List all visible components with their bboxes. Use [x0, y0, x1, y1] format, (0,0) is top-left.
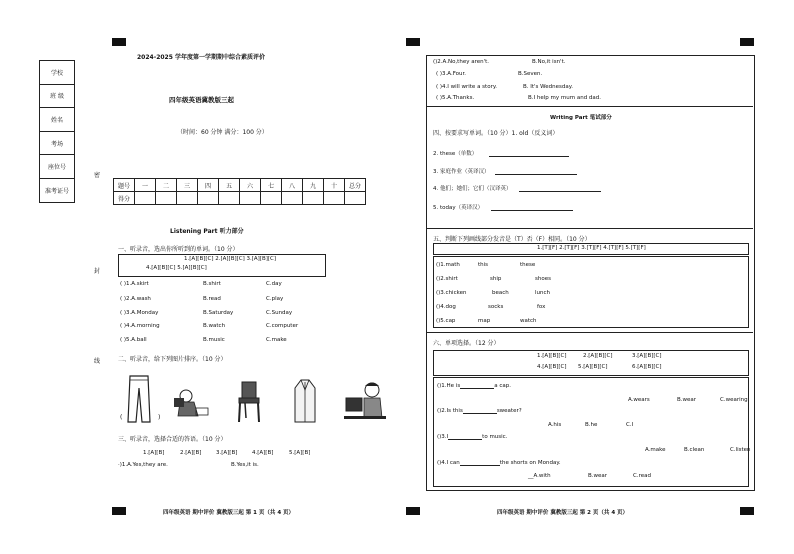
fill-question-text: 2. these（单数） [433, 151, 478, 157]
registration-marker [112, 507, 126, 515]
phonics-word: lunch [535, 290, 551, 296]
option-b: B.Seven. [518, 71, 543, 77]
phonics-word: ship [490, 276, 502, 282]
phonics-word: map [478, 318, 491, 324]
score-cell[interactable] [282, 192, 303, 205]
option-a: __A.with [528, 473, 551, 479]
answer-blank[interactable] [463, 413, 497, 414]
answer-choice[interactable]: 4.[A][B][C] [537, 364, 567, 370]
divider [426, 228, 753, 229]
fill-question-text: 3. 家庭作业（英译汉） [433, 169, 490, 175]
phonics-item: ()5.cap [436, 318, 456, 324]
registration-marker [406, 507, 420, 515]
option-b: B.shirt [203, 281, 221, 287]
margin-char: 封 [94, 268, 101, 275]
registration-marker [112, 38, 126, 46]
option-b: B.clean [684, 447, 705, 453]
side-field-seat[interactable]: 座位号 [40, 155, 74, 179]
score-header-cell: 九 [303, 179, 324, 192]
answer-choice[interactable]: 2.[A][B][C] [583, 353, 613, 359]
question-item: ( )3.A.Monday [120, 310, 159, 316]
question-item: ( )3.A.Four. [436, 71, 467, 77]
divider [426, 106, 753, 107]
question-item: ·)1.A.Yes,they are. [118, 462, 168, 468]
choice-question [437, 434, 507, 440]
option-b: B.No,it isn't. [532, 59, 566, 65]
option-b: B.Saturday [203, 310, 234, 316]
question-stem: ()1.He is [437, 383, 461, 389]
exam-header: 2024-2025 学年度第一学期期中综合素质评价 [137, 54, 265, 61]
question-stem: ()2.Is this [437, 408, 463, 414]
score-header-cell: 一 [135, 179, 156, 192]
score-cell[interactable] [198, 192, 219, 205]
side-field-school[interactable]: 学校 [40, 61, 74, 85]
score-header-cell: 七 [261, 179, 282, 192]
score-header-cell: 六 [240, 179, 261, 192]
answer-row[interactable]: 4.[A][B][C] 5.[A][B][C] [146, 265, 207, 271]
answer-line[interactable] [489, 156, 569, 157]
fill-question-text: 5. today（英译汉） [433, 205, 484, 211]
phonics-item: ()2.shirt [436, 276, 458, 282]
phonics-item: ()3.chicken [436, 290, 467, 296]
trousers-picture [126, 374, 152, 424]
registration-marker [406, 38, 420, 46]
option-b: B.read [203, 296, 221, 302]
registration-marker [740, 38, 754, 46]
option-b: B.Yes,it is. [231, 462, 259, 468]
fill-question-text: 4. 他们；她们；它们（汉译英） [433, 186, 512, 192]
answer-line[interactable] [519, 191, 601, 192]
option-c: C.Sunday [266, 310, 293, 316]
question-item: ( )5.A.ball [120, 337, 147, 343]
phonics-item: ()1.math [436, 262, 460, 268]
option-b: B.he [585, 422, 598, 428]
answer-choice[interactable]: 3.[A][B] [216, 450, 238, 456]
phonics-word: socks [488, 304, 504, 310]
score-cell[interactable] [177, 192, 198, 205]
option-c: C.computer [266, 323, 299, 329]
phonics-word: these [520, 262, 536, 268]
side-field-class[interactable]: 班 级 [40, 85, 74, 109]
question-stem: to music. [482, 434, 508, 440]
boy-reading-picture [172, 388, 212, 418]
score-cell[interactable] [345, 192, 366, 205]
score-header-cell: 八 [282, 179, 303, 192]
option-b: B.I help my mum and dad. [528, 95, 602, 101]
score-header-cell: 三 [177, 179, 198, 192]
phonics-item: ()4.dog [436, 304, 456, 310]
option-c: C.day [266, 281, 282, 287]
question-item: ( )2.A.wash [120, 296, 151, 302]
option-c: C.play [266, 296, 284, 302]
option-c: C.make [266, 337, 287, 343]
option-b: B.watch [203, 323, 226, 329]
phonics-word: fox [537, 304, 546, 310]
score-cell[interactable] [324, 192, 345, 205]
fill-question [433, 167, 577, 175]
option-b: B.wear [588, 473, 608, 479]
chair-picture [236, 380, 262, 424]
question-item: ( )4.A.morning [120, 323, 160, 329]
option-b: B.wear [677, 397, 697, 403]
question-stem: a cap. [494, 383, 511, 389]
answer-blank[interactable] [460, 388, 494, 389]
answer-line[interactable] [495, 174, 577, 175]
option-c: C.read [633, 473, 651, 479]
score-cell[interactable] [219, 192, 240, 205]
question-item: ()2.A.No,they aren't. [433, 59, 490, 65]
answer-choice[interactable]: 1.[A][B] [143, 450, 165, 456]
fill-question [433, 184, 601, 192]
score-table [113, 178, 366, 205]
answer-row[interactable]: 1.[T][F] 2.[T][F] 3.[T][F] 4.[T][F] 5.[T][F] [537, 245, 646, 251]
question-item: ( )5.A.Thanks. [436, 95, 475, 101]
option-a: A.make [645, 447, 666, 453]
exam-time: （时间：60 分钟 满分：100 分） [177, 129, 268, 136]
choice-question [437, 460, 561, 466]
page-footer: 四年级英语 期中评价 冀教版三起 第 1 页（共 4 页） [163, 510, 295, 516]
student-info-box [39, 60, 75, 203]
option-a: A.wears [628, 397, 650, 403]
section-1-title: 一、听录音，选出你所听到的单词。（10 分） [118, 246, 239, 253]
score-header-cell: 题号 [114, 179, 135, 192]
answer-bracket[interactable]: ) [158, 414, 161, 421]
answer-choice[interactable]: 2.[A][B] [180, 450, 202, 456]
margin-char: 密 [94, 172, 101, 179]
answer-choice[interactable]: 1.[A][B][C] [537, 353, 567, 359]
section-6-title: 六、单项选择。（12 分） [433, 340, 500, 347]
choice-question [437, 408, 522, 414]
boy-computer-picture [344, 380, 388, 422]
fill-question [433, 149, 569, 157]
choice-question [437, 383, 511, 389]
side-field-room[interactable]: 考场 [40, 132, 74, 156]
answer-choice[interactable]: 3.[A][B][C] [632, 353, 662, 359]
answer-line[interactable] [491, 210, 573, 211]
option-b: B.music [203, 337, 225, 343]
option-c: C.I [626, 422, 634, 428]
question-stem: sweater? [496, 408, 522, 414]
writing-title: Writing Part 笔试部分 [550, 115, 612, 121]
answer-blank[interactable] [460, 465, 500, 466]
section-2-title: 二、听录音，给下列图片排序。（10 分） [118, 356, 227, 363]
phonics-word: shoes [535, 276, 551, 282]
phonics-word: this [478, 262, 489, 268]
score-header-cell: 总分 [345, 179, 366, 192]
answer-choice[interactable]: 5.[A][B][C] [578, 364, 608, 370]
divider [426, 332, 753, 333]
score-cell[interactable] [303, 192, 324, 205]
option-c: C.listen [730, 447, 751, 453]
answer-blank[interactable] [448, 439, 482, 440]
answer-bracket[interactable]: ( [120, 414, 123, 421]
section-4-title: 四、按要求写单词。（10 分）1. old（反义词） [433, 130, 559, 137]
score-cell[interactable] [261, 192, 282, 205]
fill-question [433, 203, 573, 211]
question-item: ( )4.I will write a story. [436, 84, 498, 90]
score-header-cell: 十 [324, 179, 345, 192]
score-cell[interactable] [240, 192, 261, 205]
section-6-question-box [433, 377, 749, 487]
listening-title: Listening Part 听力部分 [170, 228, 244, 235]
section-5-title: 五、判断下列画线部分发音是（T）否（F）相同。（10 分） [433, 236, 591, 243]
phonics-word: watch [520, 318, 537, 324]
side-field-name[interactable]: 姓名 [40, 108, 74, 132]
coat-picture [293, 378, 317, 424]
score-cell[interactable] [156, 192, 177, 205]
answer-choice[interactable]: 5.[A][B] [289, 450, 311, 456]
score-header-cell: 五 [219, 179, 240, 192]
answer-row[interactable]: 1.[A][B][C] 2.[A][B][C] 3.[A][B][C] [184, 256, 276, 262]
question-item: ( )1.A.skirt [120, 281, 149, 287]
answer-choice[interactable]: 4.[A][B] [252, 450, 274, 456]
option-a: A.his [548, 422, 562, 428]
option-b: B. It's Wednesday. [523, 84, 573, 90]
phonics-word: beach [492, 290, 509, 296]
answer-choice[interactable]: 6.[A][B][C] [632, 364, 662, 370]
question-stem: the shorts on Monday. [499, 460, 561, 466]
question-stem: ()3.I [437, 434, 449, 440]
side-field-ticket[interactable]: 准考证号 [44, 187, 69, 195]
subject-title: 四年级英语冀教版三起 [169, 96, 234, 104]
score-cell[interactable] [135, 192, 156, 205]
page-footer: 四年级英语 期中评价 冀教版三起 第 2 页（共 4 页） [497, 510, 629, 516]
margin-char: 线 [94, 358, 101, 365]
score-header-cell: 二 [156, 179, 177, 192]
question-stem: ()4.I can [437, 460, 460, 466]
score-row-label: 得分 [114, 192, 135, 205]
registration-marker [740, 507, 754, 515]
section-3-title: 三、听录音，选择合适的答语。（10 分） [118, 436, 227, 443]
score-header-cell: 四 [198, 179, 219, 192]
option-c: C.wearing [720, 397, 748, 403]
